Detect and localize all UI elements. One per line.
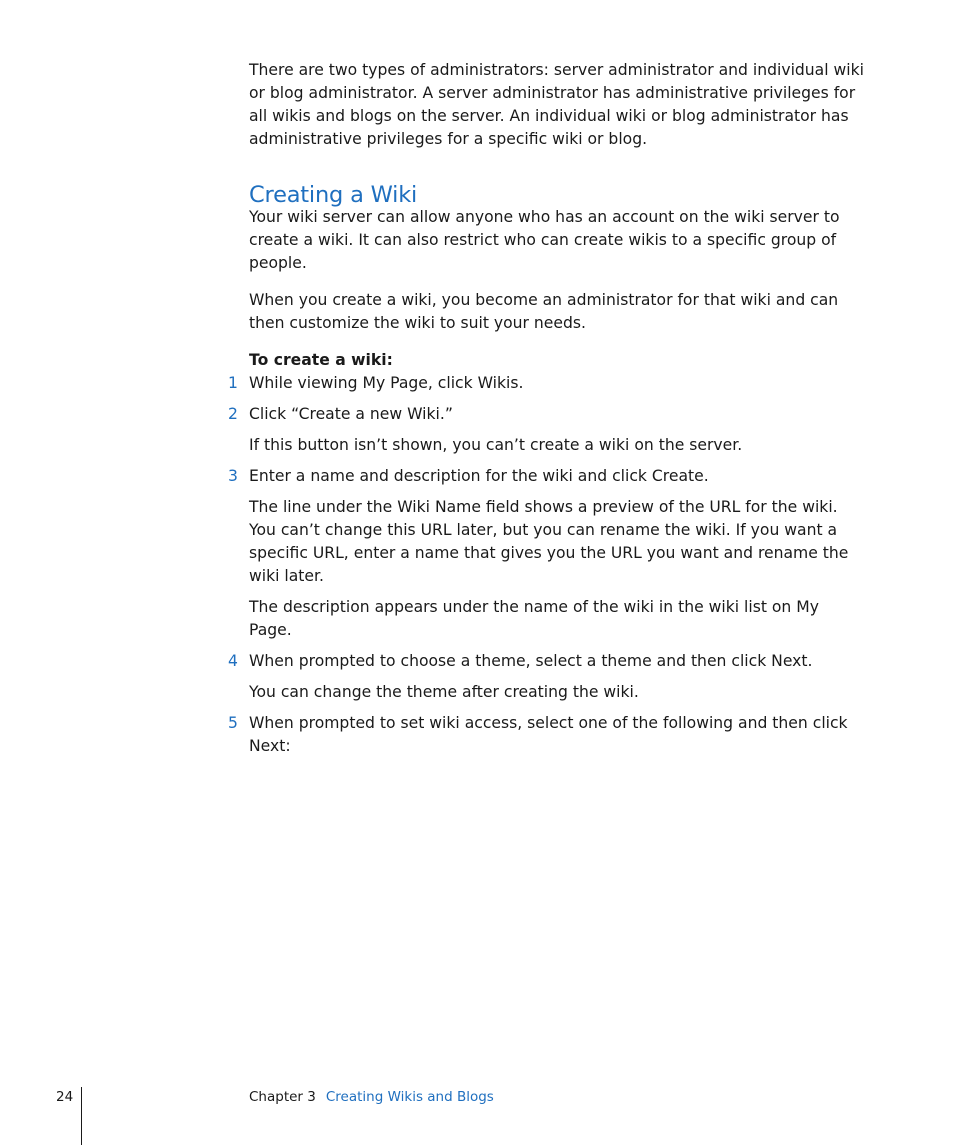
step-number: 1 [228, 374, 238, 392]
step-text: Click “Create a new Wiki.” [249, 405, 453, 423]
section-paragraph-2: When you create a wiki, you become an administrator for that wiki and can then customize the wiki to suit your needs. [249, 291, 839, 332]
step-note: You can change the theme after creating the wiki. [249, 683, 639, 701]
task-label: To create a wiki: [249, 351, 393, 369]
chapter-title: Creating Wikis and Blogs [325, 1089, 494, 1105]
step-4 [228, 650, 864, 673]
step-2 [228, 403, 864, 426]
step-text: When prompted to set wiki access, select one of the following and then click Next: [249, 714, 848, 755]
step-1 [228, 372, 864, 395]
step-note: The line under the Wiki Name field shows a preview of the URL for the wiki. You can’t change this URL later, but you can rename the wiki. If you want a specific URL, enter a name that gives you the URL you want and rename the wiki later. [249, 498, 849, 585]
step-number: 2 [228, 405, 238, 423]
section-heading: Creating a Wiki [249, 182, 418, 208]
page-content [228, 59, 864, 766]
step-text: Enter a name and description for the wiki and click Create. [249, 467, 709, 485]
step-number: 4 [228, 652, 238, 670]
footer-divider [81, 1087, 82, 1145]
footer-chapter [249, 1089, 494, 1105]
step-text: When prompted to choose a theme, select a theme and then click Next. [249, 652, 813, 670]
step-number: 3 [228, 467, 238, 485]
page-number: 24 [56, 1089, 74, 1105]
chapter-label: Chapter 3 [249, 1089, 316, 1105]
section-paragraph-1: Your wiki server can allow anyone who has an account on the wiki server to create a wiki. It can also restrict who can create wikis to a specific group of people. [249, 208, 840, 272]
step-note: The description appears under the name of the wiki in the wiki list on My Page. [249, 598, 819, 639]
step-5 [228, 712, 864, 758]
step-3 [228, 465, 864, 488]
step-note: If this button isn’t shown, you can’t create a wiki on the server. [249, 436, 743, 454]
step-text: While viewing My Page, click Wikis. [249, 374, 524, 392]
step-number: 5 [228, 714, 238, 732]
intro-paragraph: There are two types of administrators: server administrator and individual wiki or blog administrator. A server administrator has administrative privileges for all wikis and blogs on the server. An individual wiki or blog administrator has administrative privileges for a specific wiki or blog. [249, 61, 864, 148]
